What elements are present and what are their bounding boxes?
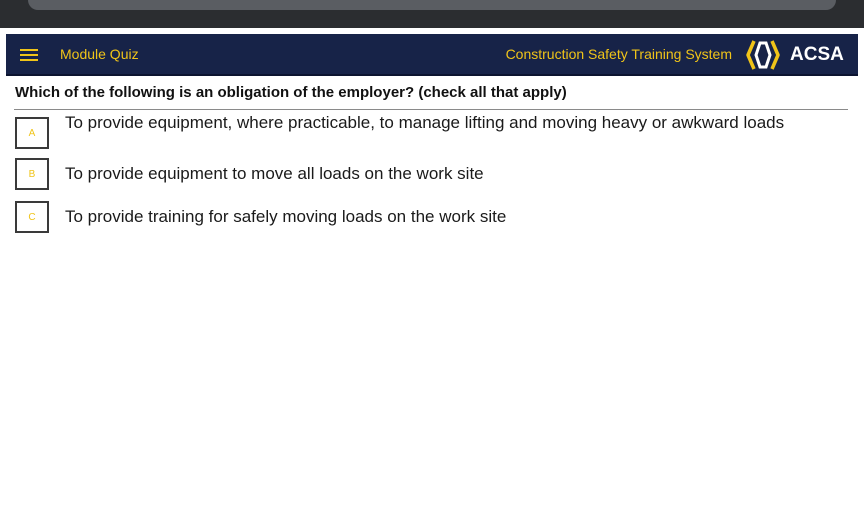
hamburger-menu-icon[interactable] [20,48,38,62]
divider [14,109,848,110]
option-c-checkbox[interactable]: C [15,201,49,233]
logo-text: ACSA [790,44,844,65]
option-a-text[interactable]: To provide equipment, where practicable, to manage lifting and moving heavy or awkward loads [65,113,785,132]
option-c-text[interactable]: To provide training for safely moving loads on the work site [65,207,507,226]
option-b-checkbox[interactable]: B [15,158,49,190]
option-b-text[interactable]: To provide equipment to move all loads on the work site [65,164,484,183]
module-title: Module Quiz [60,46,139,62]
option-a-checkbox[interactable]: A [15,117,49,149]
status-bar-notch [28,0,836,10]
acsa-logo-icon [744,39,782,71]
question-text: Which of the following is an obligation of the employer? (check all that apply) [15,84,567,101]
system-title: Construction Safety Training System [505,46,732,62]
app-header [6,34,858,76]
device-status-bar [0,0,864,28]
